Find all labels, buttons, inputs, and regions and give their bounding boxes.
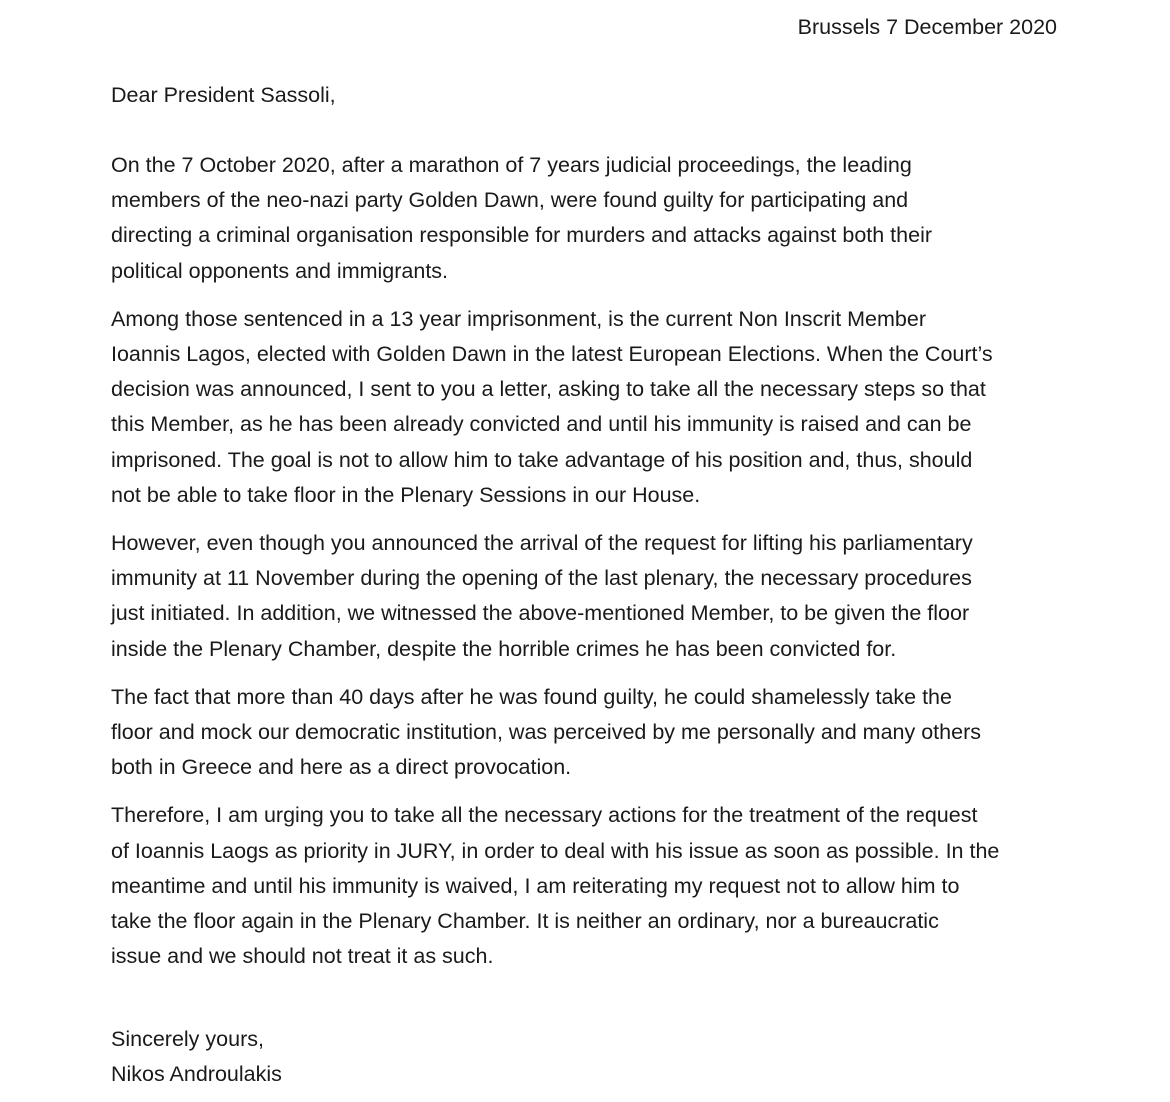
paragraph-line: Therefore, I am urging you to take all the necessary actions for the treatment of the request xyxy=(111,803,978,828)
paragraph-line: floor and mock our democratic institution, was perceived by me personally and many others xyxy=(111,720,981,745)
paragraph-line: this Member, as he has been already convicted and until his immunity is raised and can be xyxy=(111,412,972,437)
paragraph-2 xyxy=(111,302,1063,513)
letter-date: Brussels 7 December 2020 xyxy=(797,15,1057,39)
salutation: Dear President Sassoli, xyxy=(111,83,336,107)
paragraph-line: just initiated. In addition, we witnessed the above-mentioned Member, to be given the floor xyxy=(111,601,970,626)
paragraph-line: inside the Plenary Chamber, despite the horrible crimes he has been convicted for. xyxy=(111,636,897,661)
closing-phrase: Sincerely yours, xyxy=(111,1027,264,1051)
paragraph-3 xyxy=(111,526,1063,667)
paragraph-line: The fact that more than 40 days after he was found guilty, he could shamelessly take the xyxy=(111,684,952,709)
paragraph-line: Ioannis Lagos, elected with Golden Dawn in the latest European Elections. When the Court’s xyxy=(111,342,993,367)
closing-block xyxy=(111,1022,282,1092)
paragraph-1 xyxy=(111,148,1063,289)
paragraph-line: However, even though you announced the arrival of the request for lifting his parliamentary xyxy=(111,531,973,556)
paragraph-line: both in Greece and here as a direct provocation. xyxy=(111,755,572,780)
paragraph-line: directing a criminal organisation responsible for murders and attacks against both their xyxy=(111,223,933,248)
paragraph-line: immunity at 11 November during the opening of the last plenary, the necessary procedures xyxy=(111,566,972,591)
paragraph-4 xyxy=(111,680,1063,786)
paragraph-line: of Ioannis Laogs as priority in JURY, in order to deal with his issue as soon as possible. In the xyxy=(111,838,1000,863)
paragraph-line: On the 7 October 2020, after a marathon of 7 years judicial proceedings, the leading xyxy=(111,153,912,177)
paragraph-line: issue and we should not treat it as such. xyxy=(111,944,494,969)
paragraph-line: not be able to take floor in the Plenary Sessions in our House. xyxy=(111,482,701,507)
paragraph-line: decision was announced, I sent to you a letter, asking to take all the necessary steps so that xyxy=(111,377,986,402)
paragraph-5 xyxy=(111,798,1063,974)
letter-body xyxy=(111,148,1063,987)
paragraph-line: imprisoned. The goal is not to allow him to take advantage of his position and, thus, should xyxy=(111,447,973,472)
signature-name: Nikos Androulakis xyxy=(111,1062,282,1086)
paragraph-line: members of the neo-nazi party Golden Dawn, were found guilty for participating and xyxy=(111,188,909,213)
paragraph-line: Among those sentenced in a 13 year imprisonment, is the current Non Inscrit Member xyxy=(111,306,926,331)
paragraph-line: take the floor again in the Plenary Chamber. It is neither an ordinary, nor a bureaucratic xyxy=(111,909,939,934)
paragraph-line: meantime and until his immunity is waived, I am reiterating my request not to allow him to xyxy=(111,873,960,898)
paragraph-line: political opponents and immigrants. xyxy=(111,258,449,283)
